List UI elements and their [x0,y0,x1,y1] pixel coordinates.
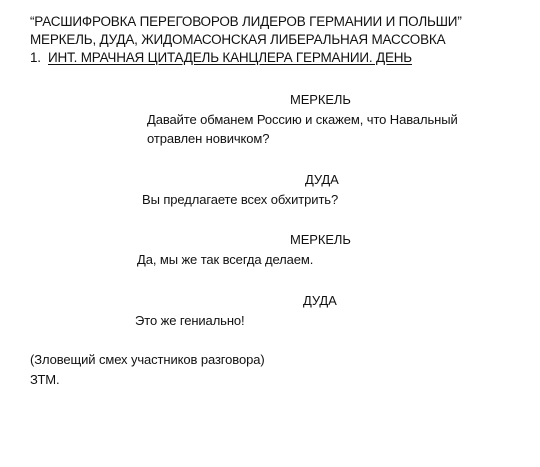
character-name-merkel: МЕРКЕЛЬ [290,92,351,107]
scene-heading-text: ИНТ. МРАЧНАЯ ЦИТАДЕЛЬ КАНЦЛЕРА ГЕРМАНИИ. ДЕНЬ [48,50,412,65]
dialogue-line: Да, мы же так всегда делаем. [137,252,314,267]
transition-line: ЗТМ. [30,372,60,387]
character-name-duda: ДУДА [303,293,337,308]
scene-number: 1. [30,50,41,65]
dialogue-line: отравлен новичком? [147,131,270,146]
title-line-1: “РАСШИФРОВКА ПЕРЕГОВОРОВ ЛИДЕРОВ ГЕРМАНИИ И ПОЛЬШИ” [30,14,462,29]
character-name-duda: ДУДА [305,172,339,187]
dialogue-line: Давайте обманем Россию и скажем, что Навальный [147,112,458,127]
character-name-merkel: МЕРКЕЛЬ [290,232,351,247]
action-line: (Зловещий смех участников разговора) [30,352,265,367]
scene-heading [30,50,412,66]
title-line-2: МЕРКЕЛЬ, ДУДА, ЖИДОМАСОНСКАЯ ЛИБЕРАЛЬНАЯ МАССОВКА [30,32,446,47]
dialogue-line: Вы предлагаете всех обхитрить? [142,192,339,207]
dialogue-line: Это же гениально! [135,313,245,328]
